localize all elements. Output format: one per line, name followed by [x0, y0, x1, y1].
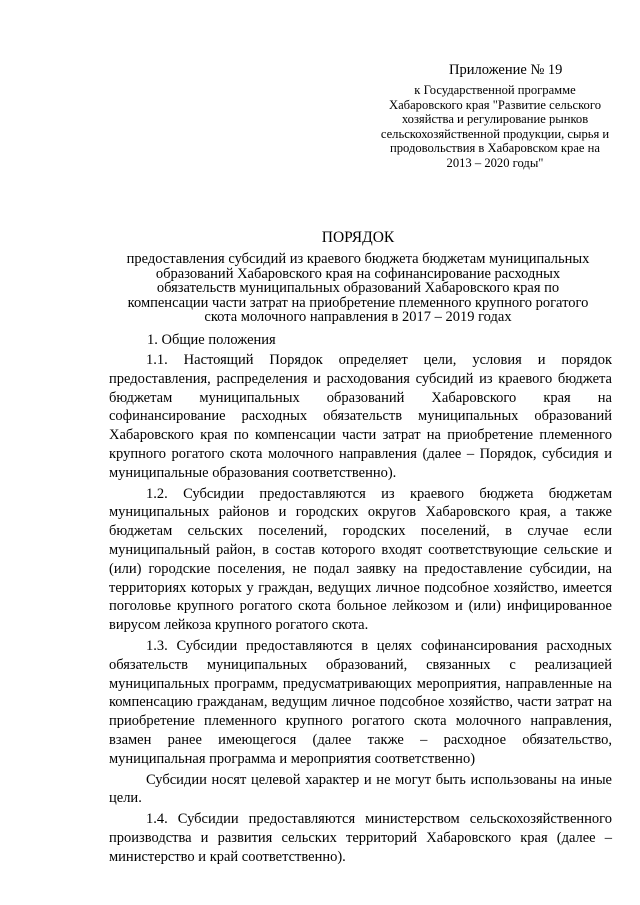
document-subtitle-line: образований Хабаровского края на софинансирование расходных — [155, 265, 561, 282]
paragraph-1-1: 1.1. Настоящий Порядок определяет цели, условия и порядок предоставления, распределения и расходования субсидий из краевого бюджета бюджетам муниципальных образований Хабаровского края на софинансирование расходных обязательств муниципальных образований Хабаровского края по компенсации части затрат на приобретение племенного крупного рогатого скота молочного направления (далее – Порядок, субсидия и муниципальные образования соответственно). — [109, 352, 612, 481]
document-subtitle-line: компенсации части затрат на приобретение племенного крупного рогатого — [127, 294, 589, 311]
appendix-reference-line: Хабаровского края "Развитие сельского — [388, 97, 601, 112]
appendix-reference-line: 2013 – 2020 годы" — [446, 155, 544, 170]
document-subtitle-line: скота молочного направления в 2017 – 2019 годах — [204, 309, 512, 326]
document-body — [109, 351, 612, 867]
appendix-reference — [360, 83, 630, 171]
section-heading: 1. Общие положения — [147, 332, 276, 348]
document-subtitle-line: предоставления субсидий из краевого бюджета бюджетам муниципальных — [126, 251, 590, 267]
appendix-reference-line: сельскохозяйственной продукции, сырья и — [380, 126, 610, 141]
paragraph-1-2: 1.2. Субсидии предоставляются из краевого бюджета бюджетам муниципальных районов и городских округов Хабаровского края, а также бюджетам сельских поселений, городских поселений, в случае если муниципальный район, в состав которого входят соответствующие сельские и (или) городские поселения, не подал заявку на предоставление субсидии, на территориях которых у граждан, ведущих личное подсобное хозяйство, имеется поголовье крупного рогатого скота больное лейкозом и (или) инфицированное вирусом лейкоза крупного рогатого скота. — [109, 485, 612, 634]
paragraph-1-3: 1.3. Субсидии предоставляются в целях софинансирования расходных обязательств муниципальных образований, связанных с реализацией муниципальных программ, предусматривающих мероприятия, направленные на компенсацию гражданам, ведущим личное подсобное хозяйство, части затрат на приобретение племенного крупного рогатого скота молочного направления, взамен ранее имеющегося (далее также – расходное обязательство, муниципальная программа и мероприятия соответственно) — [109, 637, 612, 767]
document-subtitle — [100, 252, 616, 325]
paragraph-purpose-note: Субсидии носят целевой характер и не могут быть использованы на иные цели. — [109, 771, 612, 807]
appendix-reference-line: продовольствия в Хабаровском крае на — [390, 141, 600, 156]
appendix-number: Приложение № 19 — [449, 62, 563, 78]
document-subtitle-line: обязательств муниципальных образований Хабаровского края по — [156, 280, 560, 297]
appendix-reference-line: хозяйства и регулирование рынков — [401, 112, 589, 127]
paragraph-1-4: 1.4. Субсидии предоставляются министерством сельскохозяйственного производства и развития сельских территорий Хабаровского края (далее – министерство и край соответственно). — [109, 811, 612, 865]
appendix-reference-line: к Государственной программе — [414, 83, 576, 97]
document-title: ПОРЯДОК — [321, 229, 395, 246]
